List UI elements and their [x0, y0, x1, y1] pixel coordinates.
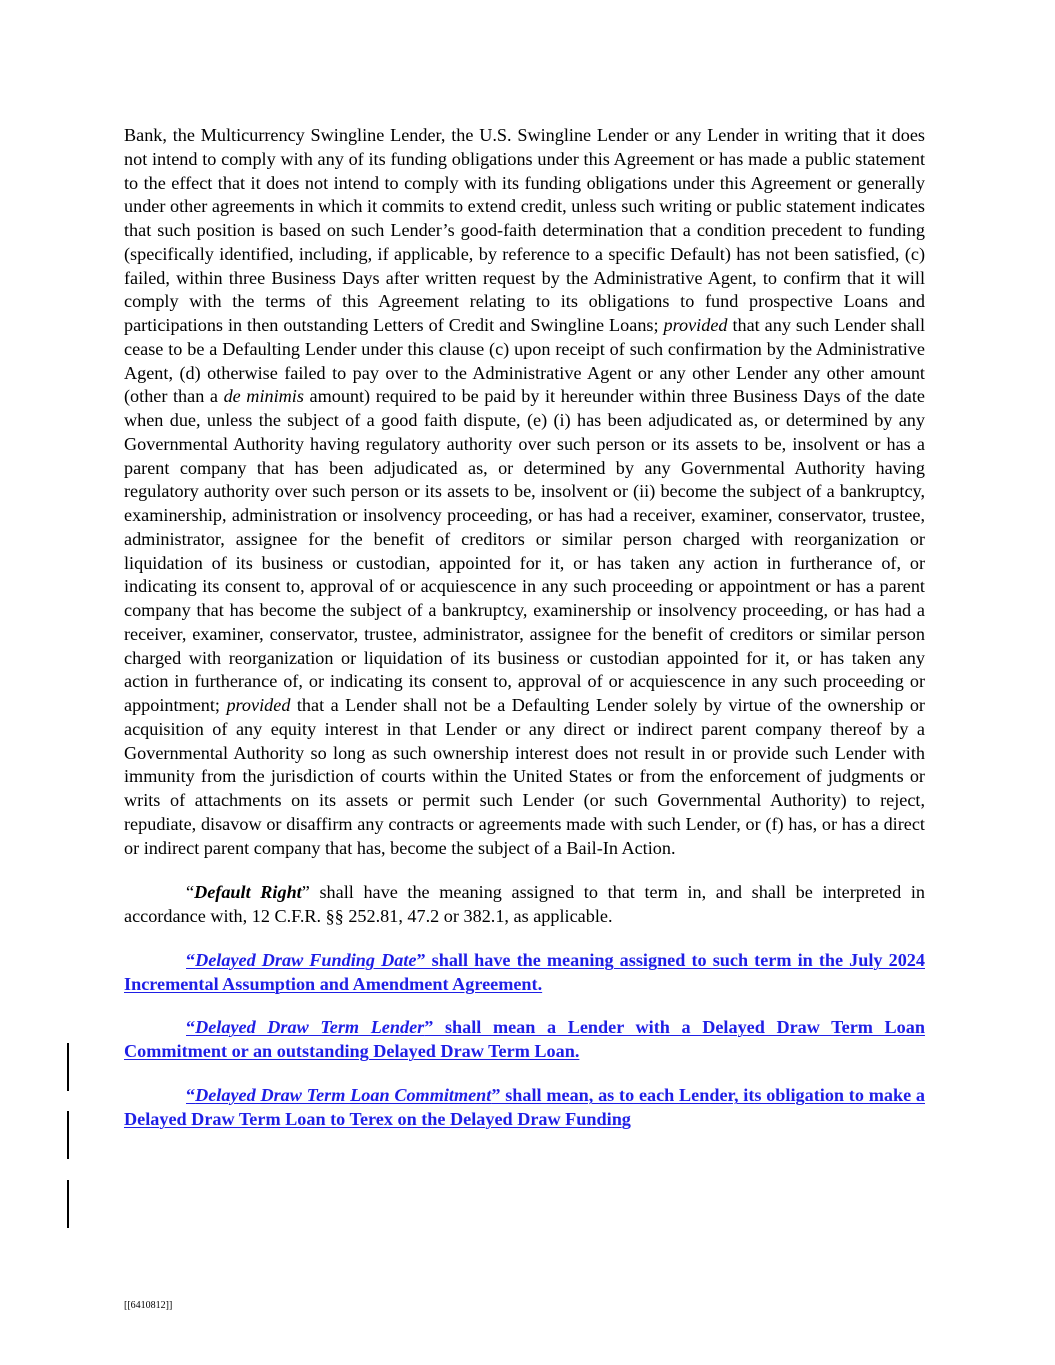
- defined-term: Delayed Draw Term Loan Commitment: [195, 1084, 492, 1105]
- inserted-text: “Delayed Draw Term Loan Commitment” shall mean, as to each Lender, its obligation to make a Delayed Draw Term Loan to Terex on the Delayed Draw Funding: [124, 1084, 925, 1129]
- inserted-text: “Delayed Draw Term Lender” shall mean a Lender with a Delayed Draw Term Loan Commitment or an outstanding Delayed Draw Term Loan.: [124, 1017, 925, 1061]
- definition-default-right: “Default Right” shall have the meaning assigned to that term in, and shall be interpreted in accordance with, 12 C.F.R. §§ 252.81, 47.2 or 382.1, as applicable.: [124, 882, 925, 926]
- definition-delayed-draw-term-lender: [124, 1016, 925, 1064]
- change-bar: [67, 1180, 69, 1228]
- defined-term: Default Right: [194, 882, 302, 903]
- de-minimis-italic: de minimis: [223, 386, 304, 407]
- change-bar: [67, 1043, 69, 1091]
- provided-italic: provided: [226, 695, 291, 715]
- defined-term: Delayed Draw Funding Date: [195, 949, 417, 970]
- provided-italic: provided: [663, 315, 728, 335]
- defined-term: Delayed Draw Term Lender: [195, 1017, 425, 1038]
- paragraph-defaulting-lender-continuation: Bank, the Multicurrency Swingline Lender, the U.S. Swingline Lender or any Lender in writing that it does not intend to comply with any of its funding obligations under this Agreement or has made a public statement to the effect that it does not intend to comply with its funding obligations under this Agreement or generally under other agreements in which it commits to extend credit, unless such writing or public statement indicates that such position is based on such Lender’s good-faith determination that a condition precedent to funding (specifically identified, including, if applicable, by reference to a specific Default) has not been satisfied, (c) failed, within three Business Days after written request by the Administrative Agent, to confirm that it will comply with the terms of this Agreement relating to its obligations to fund prospective Loans and participations in then outstanding Letters of Credit and Swingline Loans; provided that any such Lender shall cease to be a Defaulting Lender under this clause (c) upon receipt of such confirmation by the Administrative Agent, (d) otherwise failed to pay over to the Administrative Agent or any other Lender any other amount (other than a de minimis amount) required to be paid by it hereunder within three Business Days of the date when due, unless the subject of a good faith dispute, (e) (i) has been adjudicated as, or determined by any Governmental Authority having regulatory authority over such person or its assets to be, insolvent or has a parent company that has been adjudicated as, or determined by any Governmental Authority having regulatory authority over such person or its assets to be, insolvent or (ii) become the subject of a bankruptcy, examinership, administration or insolvency proceeding, or has had a receiver, examiner, conservator, trustee, administrator, assignee for the benefit of creditors or similar person charged with reorganization or liquidation of its business or custodian, appointed for it, or has taken any action in furtherance of, or indicating its consent to, approval of or acquiescence in any such proceeding or appointment or has a parent company that has become the subject of a bankruptcy, examinership or insolvency proceeding, or has had a receiver, examiner, conservator, trustee, administrator, assignee for the benefit of creditors or similar person charged with reorganization or liquidation of its business or custodian appointed for it, or has taken any action in furtherance of, or indicating its consent to, approval of or acquiescence in any such proceeding or appointment; provided that a Lender shall not be a Defaulting Lender solely by virtue of the ownership or acquisition of any equity interest in that Lender or any direct or indirect parent company thereof by a Governmental Authority so long as such ownership interest does not result in or provide such Lender with immunity from the jurisdiction of courts within the United States or from the enforcement of judgments or writs of attachments on its assets or permit such Lender (or such Governmental Authority) to reject, repudiate, disavow or disaffirm any contracts or agreements made with such Lender, or (f) has, or has a direct or indirect parent company that has, become the subject of a Bail-In Action.: [124, 125, 926, 858]
- change-bar: [67, 1111, 69, 1159]
- inserted-text: “Delayed Draw Funding Date” shall have the meaning assigned to such term in the July 2024 Incremental Assumption and Amendment Agreement.: [124, 949, 925, 994]
- definition-delayed-draw-term-loan-commitment: [124, 1084, 925, 1132]
- document-id-footer: [[6410812]]: [124, 1300, 173, 1311]
- document-page: [124, 124, 925, 1151]
- definition-delayed-draw-funding-date: [124, 949, 925, 997]
